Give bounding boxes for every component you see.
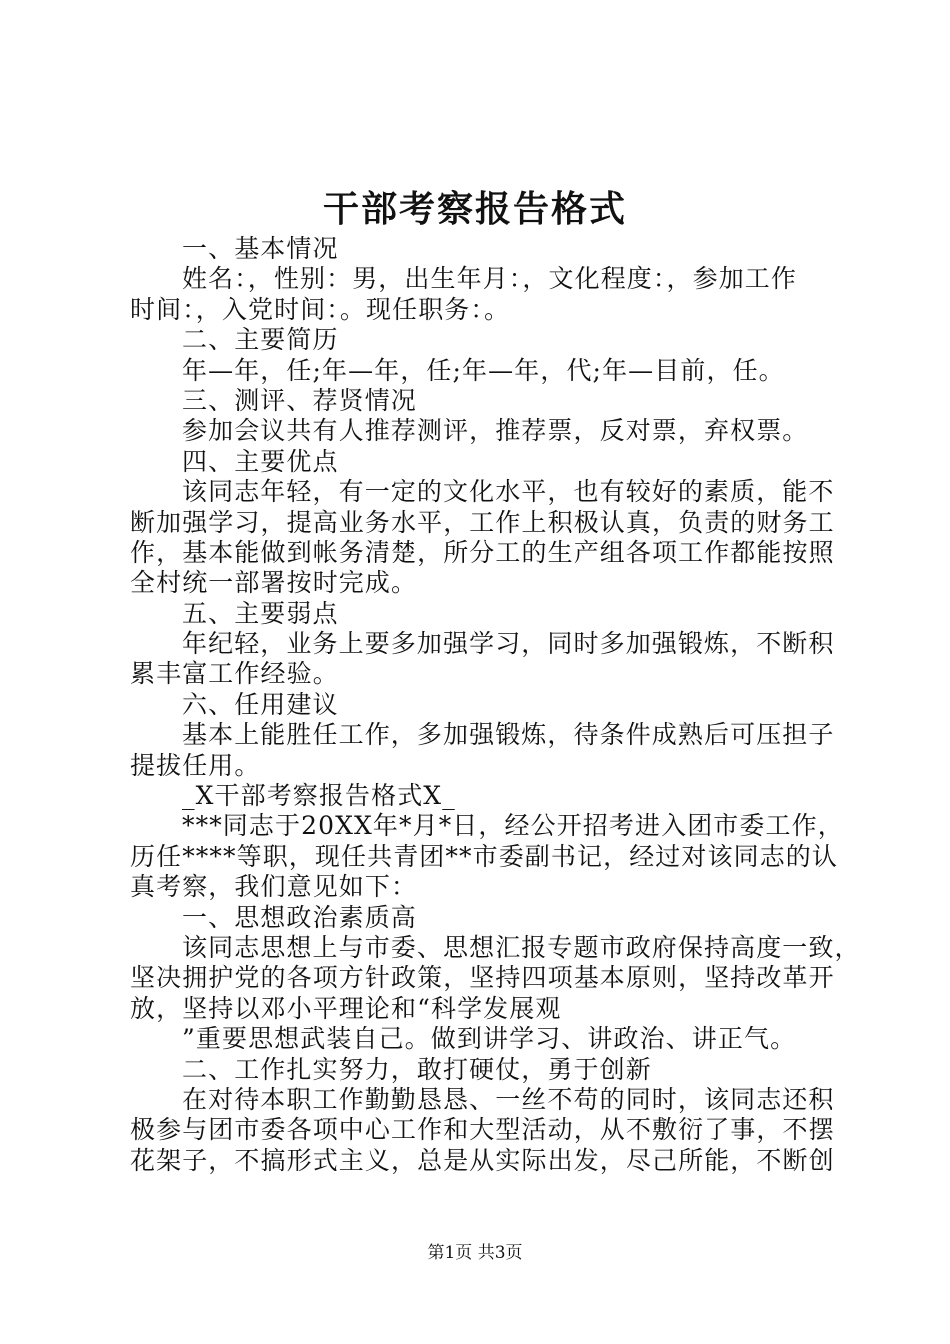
text-line: 极参与团市委各项中心工作和大型活动，从不敷衍了事，不摆 xyxy=(130,1115,835,1145)
text-line: 该同志思想上与市委、思想汇报专题市政府保持高度一致， xyxy=(182,932,861,962)
text-line: 年—年，任;年—年，任;年—年，代;年—目前，任。 xyxy=(182,355,785,385)
text-line: 花架子，不搞形式主义，总是从实际出发，尽己所能，不断创 xyxy=(130,1145,835,1175)
text-line: 坚决拥护党的各项方针政策，坚持四项基本原则，坚持改革开 xyxy=(130,963,835,993)
page-footer: 第1页 共3页 xyxy=(427,1243,523,1263)
text-line: 一、思想政治素质高 xyxy=(182,902,417,932)
text-line: 作，基本能做到帐务清楚，所分工的生产组各项工作都能按照 xyxy=(130,537,835,567)
text-line: 六、任用建议 xyxy=(182,689,339,719)
text-line: 真考察，我们意见如下： xyxy=(130,872,418,902)
document-title: 干部考察报告格式 xyxy=(322,188,627,230)
text-line: ”重要思想武装自己。做到讲学习、讲政治、讲正气。 xyxy=(182,1024,797,1054)
text-line: 放，坚持以邓小平理论和“科学发展观 xyxy=(130,993,562,1023)
text-line: 累丰富工作经验。 xyxy=(130,659,339,689)
text-line: ***同志于20XX年*月*日，经公开招考进入团市委工作， xyxy=(182,811,844,841)
text-line: 年纪轻，业务上要多加强学习，同时多加强锻炼，不断积 xyxy=(182,629,835,659)
text-line: 四、主要优点 xyxy=(182,446,339,476)
text-line: 断加强学习，提高业务水平，工作上积极认真，负责的财务工 xyxy=(130,507,835,537)
text-line: 基本上能胜任工作，多加强锻炼，待条件成熟后可压担子 xyxy=(182,720,835,750)
text-line: 姓名：，性别：男，出生年月：，文化程度：，参加工作 xyxy=(182,264,798,294)
text-line: 三、测评、荐贤情况 xyxy=(182,385,417,415)
text-line: 该同志年轻，有一定的文化水平，也有较好的素质，能不 xyxy=(182,477,835,507)
text-line: 全村统一部署按时完成。 xyxy=(130,568,418,598)
text-line: 五、主要弱点 xyxy=(182,598,339,628)
text-line: 一、基本情况 xyxy=(182,234,339,263)
text-line: 提拔任用。 xyxy=(130,750,261,780)
text-line: 二、工作扎实努力，敢打硬仗，勇于创新 xyxy=(182,1054,652,1084)
document-body xyxy=(130,234,861,1176)
text-line: 二、主要简历 xyxy=(182,325,339,355)
text-line: 历任****等职，现任共青团**市委副书记，经过对该同志的认 xyxy=(130,841,839,871)
text-line: 参加会议共有人推荐测评，推荐票，反对票，弃权票。 xyxy=(182,416,809,446)
text-line: 在对待本职工作勤勤恳恳、一丝不苟的同时，该同志还积 xyxy=(182,1084,835,1114)
text-line: 时间：，入党时间：。现任职务：。 xyxy=(130,294,511,324)
text-line: _X干部考察报告格式X_ xyxy=(182,781,456,811)
